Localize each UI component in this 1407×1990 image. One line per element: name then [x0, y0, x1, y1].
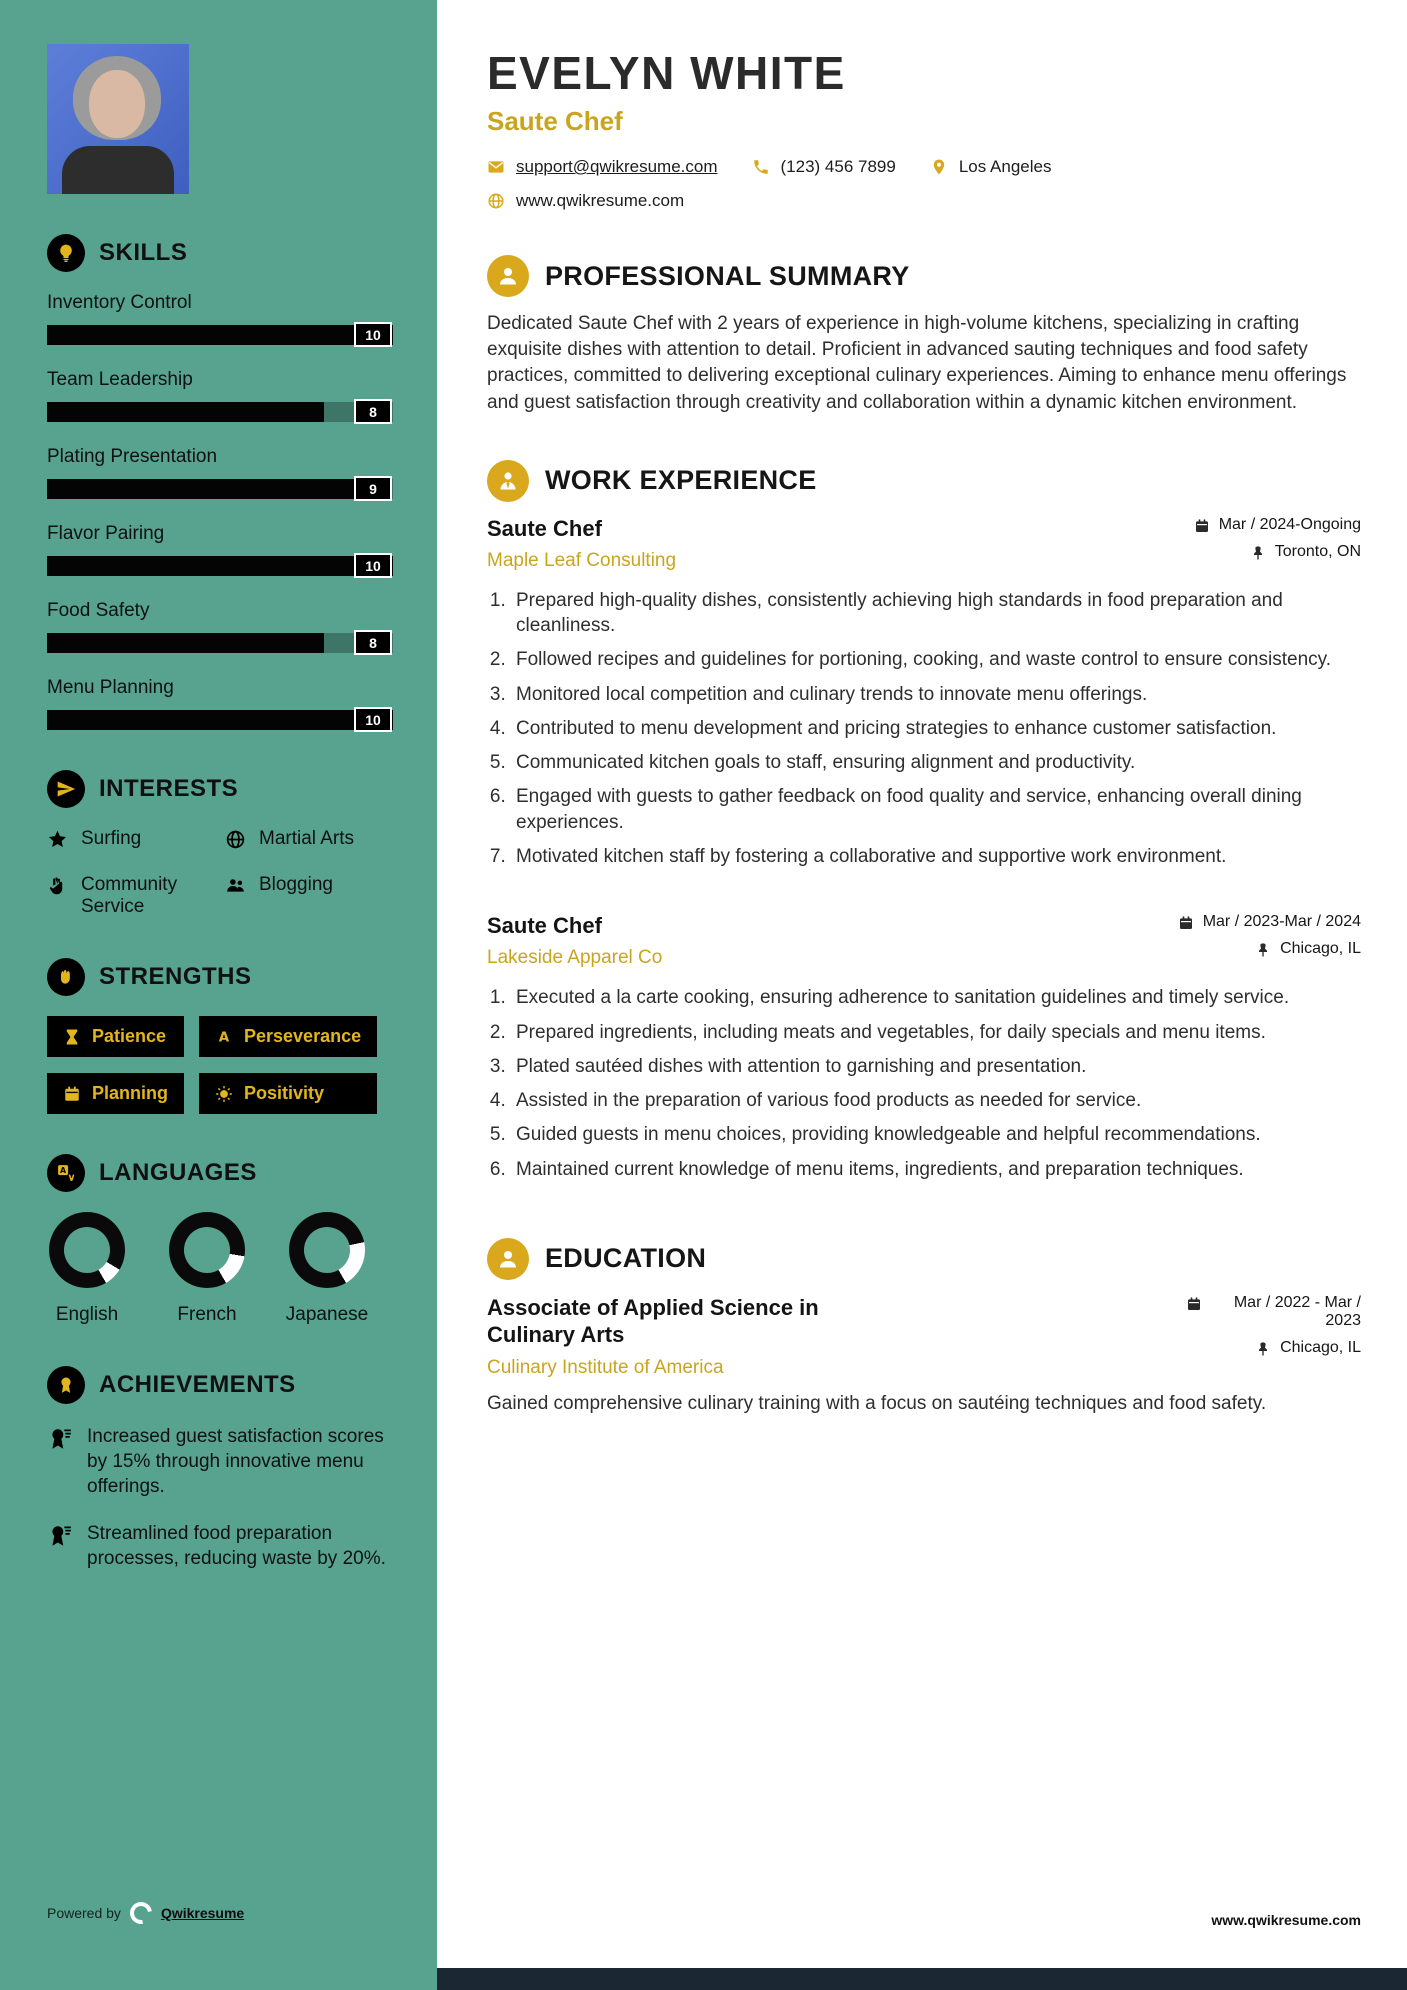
job-bullet-list: [511, 588, 1361, 869]
skill-item: [47, 292, 393, 345]
skill-bar-fill: [47, 633, 324, 653]
globe-icon: [225, 829, 246, 850]
education-section-header: [487, 1238, 1361, 1280]
bottom-bar: [437, 1968, 1407, 1990]
interest-item: [225, 828, 393, 850]
achievement-text: Increased guest satisfaction scores by 15% through innovative menu offerings.: [87, 1426, 384, 1498]
letter-a-icon: [215, 1028, 233, 1046]
interests-title: INTERESTS: [99, 775, 239, 802]
ribbon-icon: [47, 1426, 73, 1452]
footer-website-link[interactable]: www.qwikresume.com: [1211, 1912, 1361, 1928]
interests-section-header: [47, 770, 393, 808]
candidate-name: EVELYN WHITE: [487, 47, 846, 99]
contact-info: [487, 157, 1361, 211]
qwikresume-brand-link[interactable]: Qwikresume: [160, 1905, 245, 1921]
language-label: Japanese: [285, 1304, 369, 1325]
education-header: [487, 1294, 1361, 1379]
job-bullet: 1. Prepared high-quality dishes, consistently achieving high standards in food preparation and cleanliness.: [511, 588, 1361, 639]
skill-item: [47, 523, 393, 576]
language-label: French: [177, 1304, 237, 1325]
job-bullet: 2. Prepared ingredients, including meats and vegetables, for daily specials and menu items.: [511, 1020, 1361, 1045]
strength-badge: [199, 1073, 377, 1114]
company-name: Maple Leaf Consulting: [487, 549, 677, 571]
job-bullet: 5. Communicated kitchen goals to staff, ensuring alignment and productivity.: [511, 750, 1361, 775]
skill-bar: [47, 325, 393, 345]
skill-bar-fill: [47, 402, 324, 422]
strengths-title: STRENGTHS: [99, 963, 252, 990]
award-icon: [47, 1366, 85, 1404]
strengths-section-header: [47, 958, 393, 996]
hand-icon: [47, 875, 68, 896]
job-bullet: 2. Followed recipes and guidelines for portioning, cooking, and waste control to ensure consistency.: [511, 647, 1361, 672]
skill-score-badge: 9: [354, 476, 392, 501]
skill-score-badge: 8: [354, 399, 392, 424]
job-header: [487, 913, 1361, 969]
language-item: [167, 1212, 247, 1326]
strength-badge: [47, 1073, 184, 1114]
phone-number: (123) 456 7899: [780, 157, 896, 176]
degree-name: Associate of Applied Science in Culinary Arts: [487, 1294, 819, 1348]
language-donut-chart: [49, 1212, 125, 1288]
language-donut-chart: [169, 1212, 245, 1288]
experience-section-header: [487, 460, 1361, 502]
map-pin-icon: [930, 158, 948, 176]
skill-bar: [47, 556, 393, 576]
education-title: EDUCATION: [545, 1243, 707, 1274]
languages-title: LANGUAGES: [99, 1159, 257, 1186]
skill-bar-fill: [47, 325, 393, 345]
education-dates: [1186, 1294, 1361, 1330]
education-entry: [487, 1294, 1361, 1417]
skills-title: SKILLS: [99, 239, 188, 266]
skill-score-badge: 8: [354, 630, 392, 655]
users-icon: [225, 875, 246, 896]
interest-item: [47, 874, 215, 918]
location-text: Los Angeles: [958, 157, 1052, 176]
ribbon-icon: [47, 1523, 73, 1549]
website-link[interactable]: www.qwikresume.com: [516, 191, 685, 210]
education-title-block: [487, 1294, 827, 1379]
language-item: [287, 1212, 367, 1326]
paper-plane-icon: [47, 770, 85, 808]
job-meta: [1194, 516, 1361, 570]
job-entry: [487, 913, 1361, 1182]
photo-torso: [62, 146, 174, 194]
main-content: [437, 0, 1407, 1990]
qwikresume-logo-icon: [126, 1898, 157, 1929]
skill-item: [47, 446, 393, 499]
contact-row: [487, 157, 1361, 177]
language-item: [47, 1212, 127, 1326]
job-entry: [487, 516, 1361, 869]
strength-label: Perseverance: [244, 1026, 362, 1046]
calendar-icon: [1194, 518, 1210, 534]
phone-icon: [752, 158, 770, 176]
education-description: Gained comprehensive culinary training with a focus on sautéing techniques and food safety.: [487, 1392, 1267, 1414]
profile-photo: [47, 44, 189, 194]
school-name: Culinary Institute of America: [487, 1356, 724, 1378]
achievement-item: [47, 1424, 393, 1499]
skill-score-badge: 10: [354, 553, 392, 578]
location-item: [930, 157, 1052, 177]
job-bullet: 1. Executed a la carte cooking, ensuring adherence to sanitation guidelines and timely service.: [511, 985, 1361, 1010]
strength-label: Planning: [92, 1083, 168, 1103]
email-link[interactable]: support@qwikresume.com: [516, 157, 718, 176]
job-bullet: 3. Monitored local competition and culinary trends to innovate menu offerings.: [511, 682, 1361, 707]
sidebar: [0, 0, 437, 1990]
translate-icon: [47, 1154, 85, 1192]
skill-score-badge: 10: [354, 322, 392, 347]
person-icon: [487, 255, 529, 297]
phone-item: [752, 157, 896, 177]
job-dates: [1194, 516, 1361, 534]
skill-bar-fill: [47, 556, 393, 576]
strengths-list: [47, 1016, 393, 1114]
job-location: [1194, 543, 1361, 561]
skill-label: Inventory Control: [47, 292, 192, 313]
strength-badge: [199, 1016, 377, 1057]
interest-label: Blogging: [259, 874, 333, 895]
skill-item: [47, 369, 393, 422]
strength-label: Positivity: [244, 1083, 325, 1103]
interest-item: [47, 828, 215, 850]
skill-bar: [47, 402, 393, 422]
calendar-icon: [1186, 1296, 1202, 1312]
job-bullet: 6. Maintained current knowledge of menu items, ingredients, and preparation techniques.: [511, 1157, 1361, 1182]
job-bullet: 4. Contributed to menu development and pricing strategies to enhance customer satisfaction.: [511, 716, 1361, 741]
summary-title: PROFESSIONAL SUMMARY: [545, 260, 910, 291]
skill-score-badge: 10: [354, 707, 392, 732]
job-bullet: 6. Engaged with guests to gather feedback on food quality and service, enhancing overall dining experiences.: [511, 784, 1361, 835]
sun-icon: [215, 1085, 233, 1103]
strength-label: Patience: [92, 1026, 167, 1046]
education-meta: [1186, 1294, 1361, 1366]
languages-section-header: [47, 1154, 393, 1192]
skill-label: Food Safety: [47, 600, 150, 621]
summary-section-header: [487, 255, 1361, 297]
job-title-block: [487, 913, 662, 969]
skill-label: Menu Planning: [47, 677, 174, 698]
contact-row: [487, 191, 1361, 211]
job-dates-text: Mar / 2024-Ongoing: [1218, 515, 1361, 533]
skill-bar: [47, 633, 393, 653]
job-bullet: 4. Assisted in the preparation of various food products as needed for service.: [511, 1088, 1361, 1113]
fist-icon: [47, 958, 85, 996]
person-icon: [487, 1238, 529, 1280]
achievements-title: ACHIEVEMENTS: [99, 1371, 296, 1398]
hourglass-icon: [63, 1028, 81, 1046]
job-title-block: [487, 516, 676, 572]
powered-by-label: Powered by: [47, 1905, 121, 1921]
job-bullet: 7. Motivated kitchen staff by fostering a collaborative and supportive work environment.: [511, 844, 1361, 869]
globe-icon: [487, 192, 505, 210]
skill-bar-fill: [47, 710, 393, 730]
pushpin-icon: [1255, 942, 1271, 958]
website-item: [487, 191, 684, 211]
education-location-text: Chicago, IL: [1280, 1338, 1361, 1356]
job-location-text: Toronto, ON: [1274, 542, 1361, 560]
star-icon: [47, 829, 68, 850]
svg-text:A: A: [218, 1029, 230, 1045]
achievements-section-header: [47, 1366, 393, 1404]
job-dates-text: Mar / 2023-Mar / 2024: [1202, 913, 1361, 931]
skill-item: [47, 600, 393, 653]
email-icon: [487, 158, 505, 176]
skill-label: Team Leadership: [47, 369, 193, 390]
interest-label: Community Service: [81, 874, 178, 917]
skill-bar-fill: [47, 479, 358, 499]
skill-item: [47, 677, 393, 730]
language-donut-chart: [289, 1212, 365, 1288]
job-bullet: 5. Guided guests in menu choices, providing knowledgeable and helpful recommendations.: [511, 1122, 1361, 1147]
education-location: [1186, 1339, 1361, 1357]
summary-text: Dedicated Saute Chef with 2 years of experience in high-volume kitchens, specializing in crafting exquisite dishes with attention to detail. Proficient in advanced sauting techniques and food safety practices, committed to delivering exceptional culinary experiences. Aiming to enhance menu offerings and guest satisfaction through creativity and collaboration within a dynamic kitchen environment.: [487, 313, 1347, 413]
pushpin-icon: [1250, 545, 1266, 561]
education-dates-text: Mar / 2022 - Mar / 2023: [1233, 1293, 1361, 1329]
company-name: Lakeside Apparel Co: [487, 947, 663, 969]
svg-text:A: A: [60, 1166, 67, 1176]
lightbulb-icon: [47, 234, 85, 272]
email-item: [487, 157, 718, 177]
powered-by: [47, 1902, 244, 1924]
candidate-role: Saute Chef: [487, 106, 623, 136]
skill-bar: [47, 710, 393, 730]
interest-item: [225, 874, 393, 918]
skill-label: Plating Presentation: [47, 446, 218, 467]
interest-label: Surfing: [81, 828, 142, 849]
interests-list: [47, 828, 393, 918]
job-bullet-list: [511, 985, 1361, 1182]
language-label: English: [55, 1304, 119, 1325]
interest-label: Martial Arts: [259, 828, 355, 849]
languages-list: [47, 1212, 393, 1326]
skills-section-header: [47, 234, 393, 272]
achievement-item: [47, 1521, 393, 1571]
skill-bar: [47, 479, 393, 499]
photo-face: [89, 70, 145, 138]
job-dates: [1178, 913, 1361, 931]
experience-title: WORK EXPERIENCE: [545, 465, 817, 496]
skill-label: Flavor Pairing: [47, 523, 165, 544]
person-tie-icon: [487, 460, 529, 502]
job-location: [1178, 940, 1361, 958]
job-location-text: Chicago, IL: [1280, 940, 1361, 958]
strength-badge: [47, 1016, 184, 1057]
job-meta: [1178, 913, 1361, 967]
achievement-text: Streamlined food preparation processes, reducing waste by 20%.: [87, 1523, 386, 1570]
pushpin-icon: [1255, 1341, 1271, 1357]
job-title: Saute Chef: [487, 515, 602, 541]
calendar-icon: [1178, 915, 1194, 931]
job-bullet: 3. Plated sautéed dishes with attention to garnishing and presentation.: [511, 1054, 1361, 1079]
job-title: Saute Chef: [487, 913, 602, 939]
calendar-icon: [63, 1085, 81, 1103]
job-header: [487, 516, 1361, 572]
